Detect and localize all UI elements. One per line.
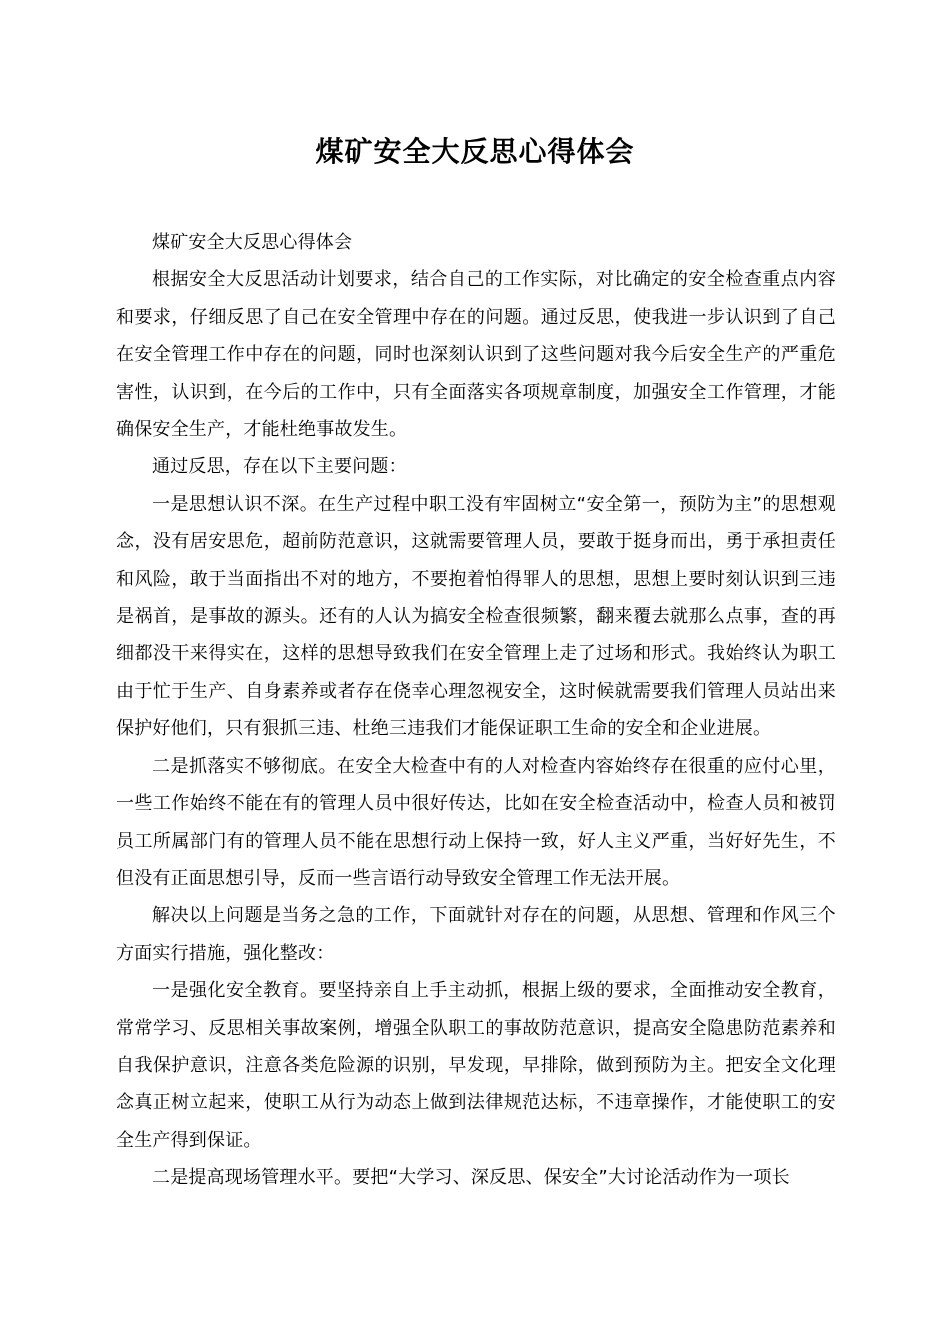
- document-body: [116, 224, 836, 1197]
- paragraph-intro: 根据安全大反思活动计划要求，结合自己的工作实际，对比确定的安全检查重点内容和要求，仔细反思了自己在安全管理中存在的问题。通过反思，使我进一步认识到了自己在安全管理工作中存在的问题，同时也深刻认识到了这些问题对我今后安全生产的严重危害性，认识到，在今后的工作中，只有全面落实各项规章制度，加强安全工作管理，才能确保安全生产，才能杜绝事故发生。: [116, 269, 836, 441]
- paragraph-subtitle: 煤矿安全大反思心得体会: [152, 232, 353, 253]
- paragraph-problem-one: 一是思想认识不深。在生产过程中职工没有牢固树立“安全第一，预防为主”的思想观念，没有居安思危，超前防范意识，这就需要管理人员，要敢于挺身而出，勇于承担责任和风险，敢于当面指出不对的地方，不要抱着怕得罪人的思想，思想上要时刻认识到三违是祸首，是事故的源头。还有的人认为搞安全检查很频繁，翻来覆去就那么点事，查的再细都没干来得实在，这样的思想导致我们在安全管理上走了过场和形式。我始终认为职工由于忙于生产、自身素养或者存在侥幸心理忽视安全，这时候就需要我们管理人员站出来保护好他们，只有狠抓三违、杜绝三违我们才能保证职工生命的安全和企业进展。: [116, 493, 836, 740]
- document-title: 煤矿安全大反思心得体会: [315, 135, 635, 168]
- paragraph-solution-two: 二是提高现场管理水平。要把“大学习、深反思、保安全”大讨论活动作为一项长: [152, 1167, 790, 1189]
- paragraph-problems-heading: 通过反思，存在以下主要问题：: [152, 456, 407, 478]
- paragraph-problem-two: 二是抓落实不够彻底。在安全大检查中有的人对检查内容始终存在很重的应付心里，一些工作始终不能在有的管理人员中很好传达，比如在安全检查活动中，检查人员和被罚员工所属部门有的管理人员不能在思想行动上保持一致，好人主义严重，当好好先生，不但没有正面思想引导，反而一些言语行动导致安全管理工作无法开展。: [116, 755, 836, 889]
- paragraph-solution-one: 一是强化安全教育。要坚持亲自上手主动抓，根据上级的要求，全面推动安全教育，常常学习、反思相关事故案例，增强全队职工的事故防范意识，提高安全隐患防范素养和自我保护意识，注意各类危险源的识别，早发现，早排除，做到预防为主。把安全文化理念真正树立起来，使职工从行为动态上做到法律规范达标，不违章操作，才能使职工的安全生产得到保证。: [116, 980, 836, 1151]
- paragraph-solutions-heading: 解决以上问题是当务之急的工作，下面就针对存在的问题，从思想、管理和作风三个方面实行措施，强化整改：: [116, 905, 836, 964]
